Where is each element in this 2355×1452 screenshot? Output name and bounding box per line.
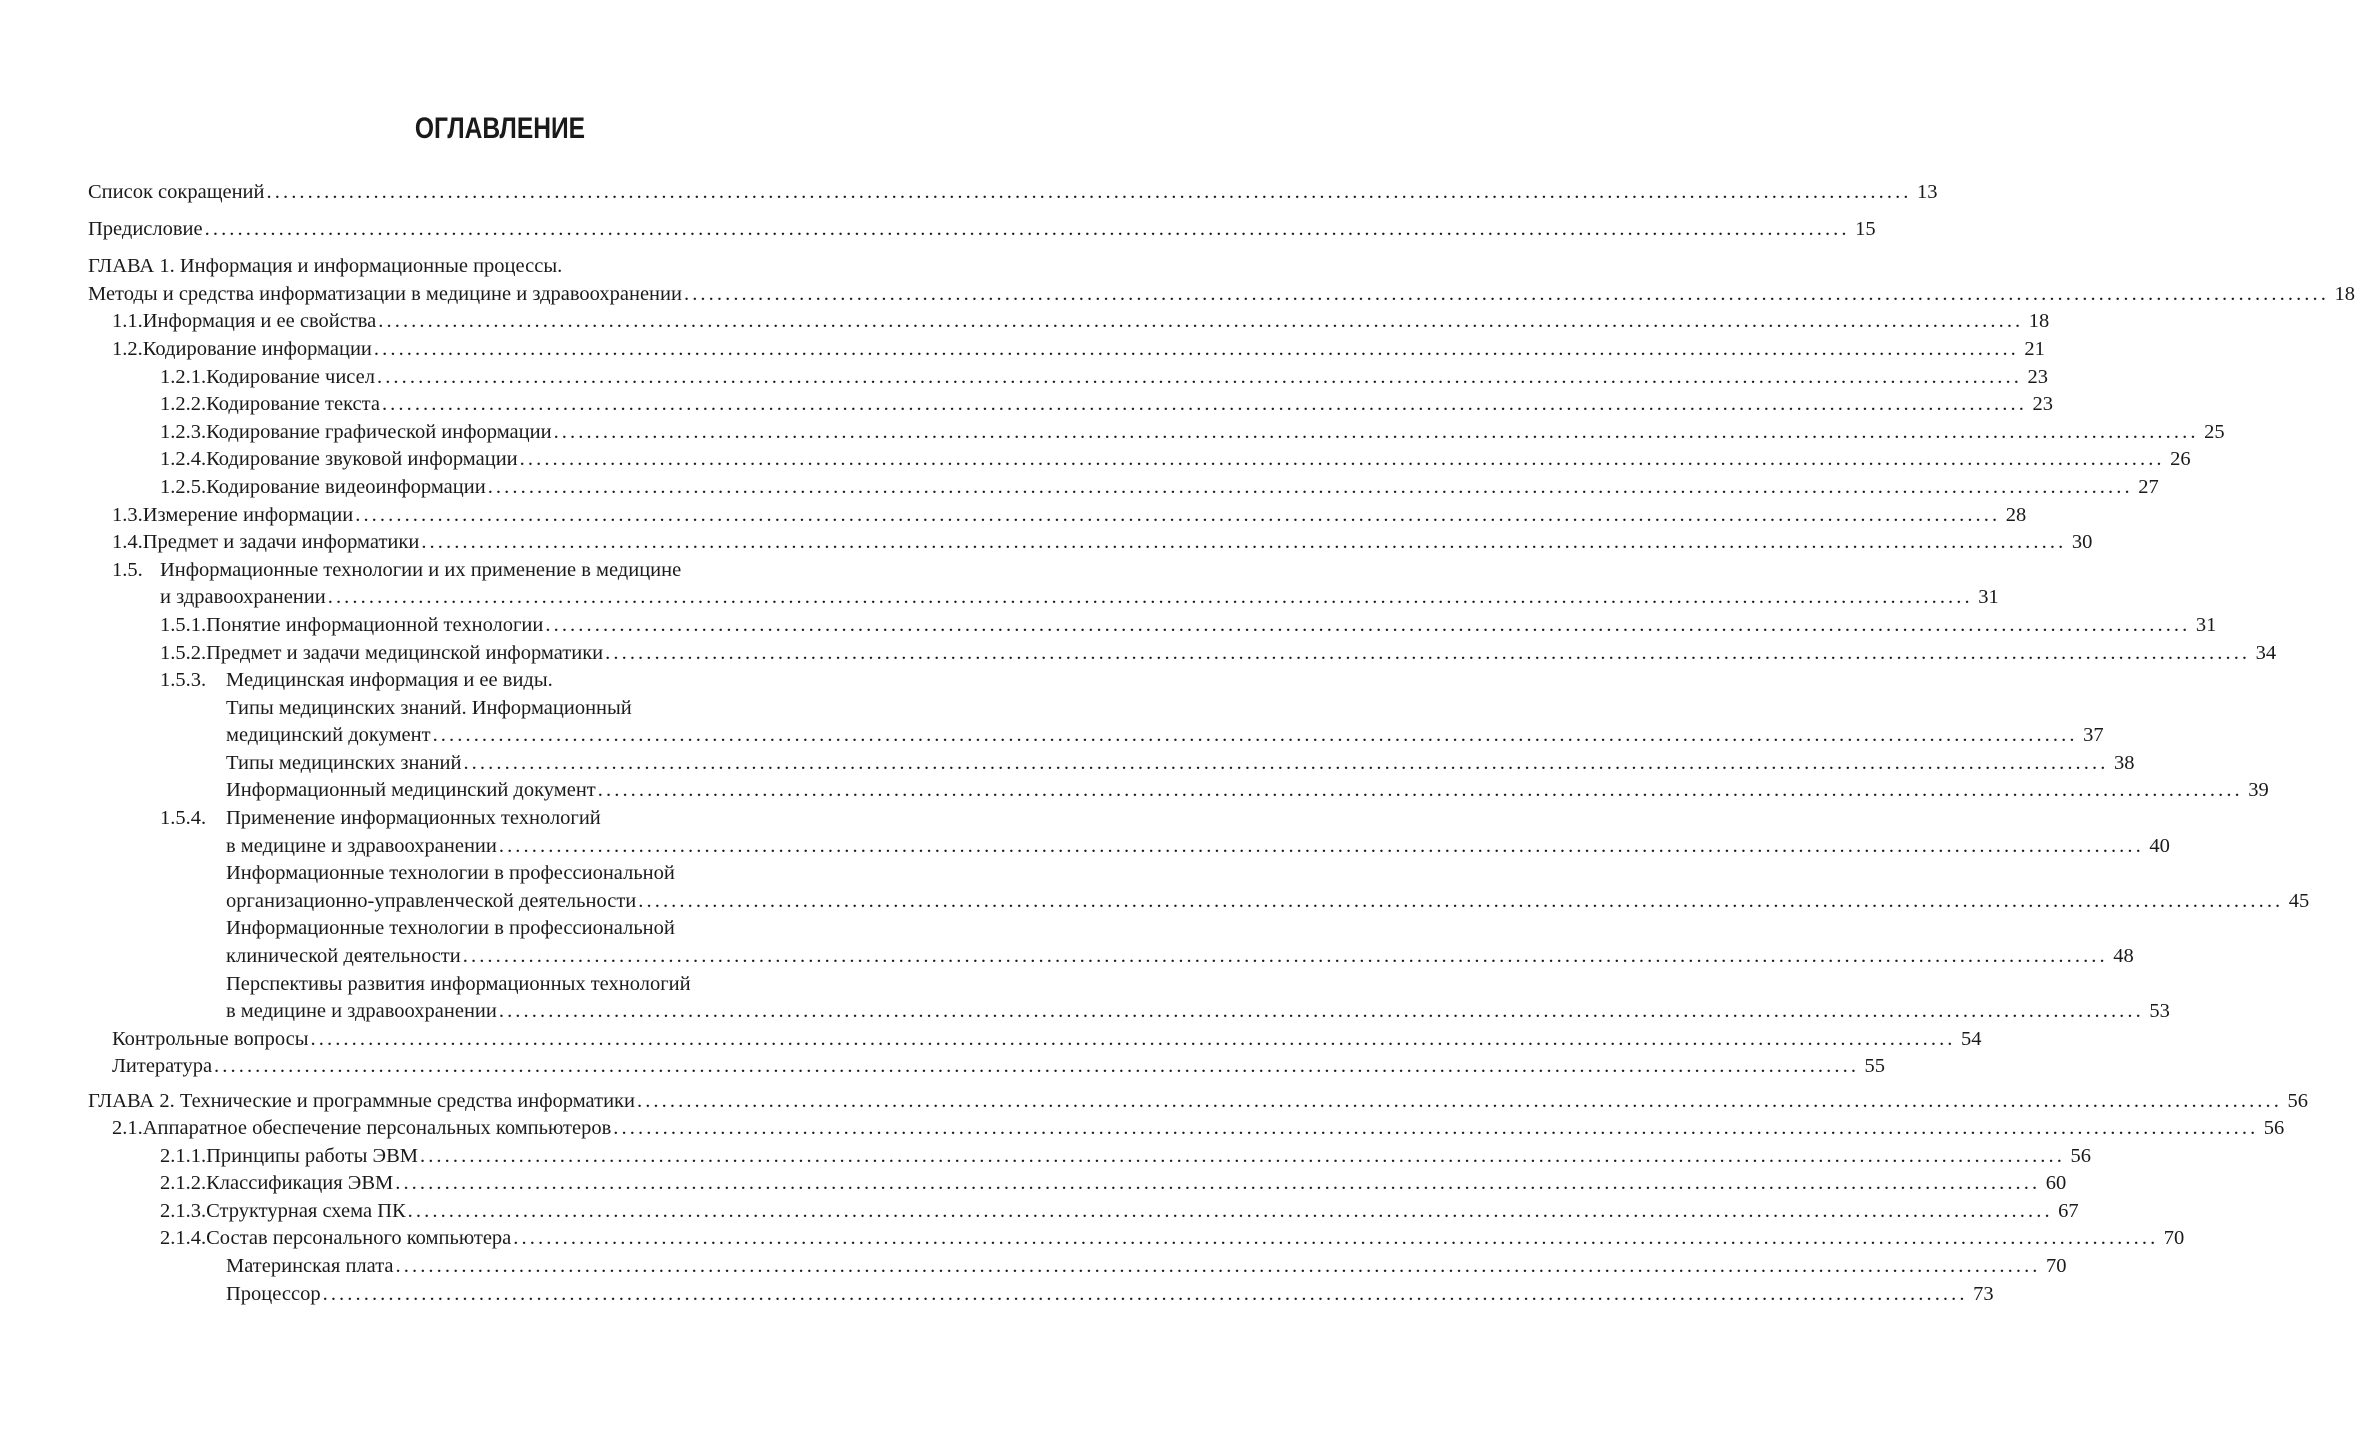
toc-entry	[88, 559, 902, 587]
dot-leader: ........................................................................................................................................................................................................	[395, 1255, 2041, 1278]
toc-entry	[88, 393, 2053, 421]
toc-entry	[88, 365, 2048, 394]
toc-entry-page: 67	[2058, 1199, 2079, 1222]
toc-entry-number: 2.1.1.	[160, 1144, 207, 1167]
toc-entry-page: 18	[2028, 310, 2050, 333]
toc-entry-title: Кодирование чисел	[206, 365, 375, 388]
toc-entry-title: Классификация ЭВМ	[206, 1172, 394, 1195]
toc-entry-page: 23	[2027, 365, 2048, 388]
toc-entry	[88, 862, 902, 890]
toc-entry-title: Перспективы развития информационных технологий	[226, 972, 691, 995]
dot-leader: ........................................................................................................................................................................................................	[432, 724, 2078, 747]
page-title: ОГЛАВЛЕНИЕ	[414, 112, 586, 145]
toc-entry	[88, 475, 2159, 504]
toc-entry-title: ГЛАВА 2. Технические и программные средства информатики	[88, 1089, 635, 1112]
toc-entry-page: 38	[2113, 751, 2135, 774]
dot-leader: ........................................................................................................................................................................................................	[381, 393, 2027, 416]
toc-entry-page: 31	[1978, 586, 1999, 609]
toc-entry-page: 56	[2070, 1144, 2091, 1167]
toc-entry-title: Аппаратное обеспечение персональных компьютеров	[142, 1117, 612, 1140]
toc-entry-title: ГЛАВА 1. Информация и информационные процессы.	[88, 255, 563, 278]
toc-entry-title: Контрольные вопросы	[112, 1027, 309, 1050]
toc-entry-number: 1.4.	[112, 531, 143, 554]
toc-entry	[88, 917, 902, 945]
toc-entry-title: медицинский документ	[226, 724, 431, 747]
toc-entry	[88, 1055, 1886, 1083]
toc-entry	[88, 751, 2135, 780]
toc-entry	[88, 697, 902, 725]
dot-leader: ........................................................................................................................................................................................................	[204, 218, 1850, 241]
toc-entry	[88, 834, 2170, 863]
toc-entry	[88, 282, 2355, 311]
toc-entry	[88, 1000, 2170, 1028]
dot-leader: ........................................................................................................................................................................................................	[214, 1055, 1860, 1078]
toc-entry-title: клинической деятельности	[226, 945, 461, 968]
toc-entry	[88, 337, 2045, 366]
toc-entry-number: 1.1.	[112, 310, 143, 333]
toc-entry-page: 54	[1961, 1027, 1982, 1050]
toc-entry-title: Типы медицинских знаний. Информационный	[226, 696, 632, 719]
toc-entry	[88, 310, 2050, 338]
toc-entry-page: 48	[2113, 945, 2134, 968]
toc-entry-page: 45	[2288, 889, 2310, 912]
dot-leader: ........................................................................................................................................................................................................	[513, 1227, 2159, 1250]
toc-entry	[88, 181, 1938, 209]
toc-entry-page: 73	[1973, 1282, 1994, 1305]
dot-leader: ........................................................................................................................................................................................................	[463, 751, 2109, 774]
toc-entry	[88, 1027, 1982, 1056]
toc-entry-title: Информационные технологии в профессиональной	[226, 862, 675, 885]
dot-leader: ........................................................................................................................................................................................................	[310, 1027, 1956, 1050]
table-of-contents	[88, 181, 2355, 1310]
toc-entry-number: 1.3.	[112, 503, 143, 526]
toc-entry-page: 70	[2046, 1255, 2067, 1278]
dot-leader: ........................................................................................................................................................................................................	[407, 1199, 2053, 1222]
toc-entry	[88, 779, 2269, 807]
toc-entry-title: Информационные технологии и их применение в медицине	[160, 558, 682, 581]
dot-leader: ........................................................................................................................................................................................................	[605, 641, 2251, 664]
toc-entry-number: 1.2.	[112, 337, 143, 360]
toc-entry-number: 1.5.4.	[160, 807, 207, 830]
toc-entry-title: Информация и ее свойства	[142, 310, 377, 333]
toc-entry-title: организационно-управленческой деятельности	[226, 889, 637, 912]
toc-entry-number: 1.2.2.	[160, 393, 207, 416]
toc-entry-title: Принципы работы ЭВМ	[206, 1144, 418, 1167]
toc-entry	[88, 503, 2027, 532]
toc-entry-page: 15	[1855, 218, 1876, 241]
toc-entry-page: 70	[2163, 1227, 2185, 1250]
toc-entry-page: 39	[2248, 779, 2269, 802]
toc-entry-title: в медицине и здравоохранении	[226, 1000, 497, 1023]
toc-entry-title: Информационные технологии в профессиональной	[226, 917, 675, 940]
toc-entry-title: Материнская плата	[226, 1255, 394, 1278]
toc-entry-title: Информационный медицинский документ	[226, 779, 596, 802]
toc-entry	[88, 973, 902, 1001]
dot-leader: ........................................................................................................................................................................................................	[373, 337, 2019, 360]
toc-entry	[88, 448, 2191, 476]
toc-entry-title: Измерение информации	[142, 503, 354, 526]
toc-entry-title: Структурная схема ПК	[206, 1199, 406, 1222]
dot-leader: ........................................................................................................................................................................................................	[419, 1144, 2065, 1167]
toc-entry-title: Медицинская информация и ее виды.	[226, 669, 553, 692]
dot-leader: ........................................................................................................................................................................................................	[498, 834, 2144, 857]
toc-entry-title: Предмет и задачи информатики	[142, 531, 420, 554]
dot-leader: ........................................................................................................................................................................................................	[638, 889, 2284, 912]
dot-leader: ........................................................................................................................................................................................................	[395, 1172, 2041, 1195]
toc-entry-title: Кодирование графической информации	[206, 420, 552, 443]
toc-entry	[88, 1144, 2091, 1173]
toc-entry-page: 30	[2071, 531, 2093, 554]
dot-leader: ........................................................................................................................................................................................................	[487, 475, 2133, 498]
toc-entry	[88, 1282, 1994, 1311]
dot-leader: ........................................................................................................................................................................................................	[519, 448, 2165, 471]
toc-entry-title: Кодирование текста	[206, 393, 380, 416]
toc-entry-number: 1.2.4.	[160, 448, 207, 471]
dot-leader: ........................................................................................................................................................................................................	[421, 531, 2067, 554]
toc-entry-title: Состав персонального компьютера	[206, 1227, 512, 1250]
toc-entry-number: 1.2.3.	[160, 420, 207, 443]
dot-leader: ........................................................................................................................................................................................................	[553, 420, 2199, 443]
dot-leader: ........................................................................................................................................................................................................	[355, 503, 2001, 526]
toc-entry	[88, 586, 1999, 614]
dot-leader: ........................................................................................................................................................................................................	[462, 945, 2108, 968]
toc-entry	[88, 255, 902, 283]
toc-entry-page: 13	[1917, 181, 1938, 203]
toc-entry	[88, 641, 2277, 670]
toc-entry-page: 56	[2287, 1089, 2308, 1112]
toc-entry-number: 1.2.1.	[160, 365, 207, 388]
toc-entry-page: 55	[1864, 1055, 1886, 1078]
toc-entry-page: 60	[2045, 1172, 2067, 1195]
toc-entry	[88, 1199, 2079, 1228]
dot-leader: ........................................................................................................................................................................................................	[322, 1282, 1968, 1305]
dot-leader: ........................................................................................................................................................................................................	[498, 1000, 2144, 1023]
toc-entry-number: 1.2.5.	[160, 475, 207, 498]
dot-leader: ........................................................................................................................................................................................................	[378, 310, 2024, 333]
toc-entry-title: Понятие информационной технологии	[206, 613, 544, 636]
toc-entry-page: 23	[2032, 393, 2053, 416]
dot-leader: ........................................................................................................................................................................................................	[636, 1089, 2282, 1112]
toc-entry	[88, 1227, 2185, 1255]
dot-leader: ........................................................................................................................................................................................................	[266, 181, 1912, 203]
toc-entry	[88, 531, 2093, 559]
toc-entry-title: Список сокращений	[88, 181, 265, 203]
dot-leader: ........................................................................................................................................................................................................	[376, 365, 2022, 388]
toc-entry-title: Методы и средства информатизации в медицине и здравоохранении	[88, 282, 682, 305]
toc-entry-title: Кодирование звуковой информации	[206, 448, 518, 471]
toc-entry	[88, 1172, 2067, 1200]
toc-entry-title: и здравоохранении	[160, 586, 326, 609]
toc-entry-page: 34	[2255, 641, 2277, 664]
toc-entry-page: 25	[2204, 420, 2225, 443]
toc-entry-page: 27	[2138, 475, 2159, 498]
toc-entry	[88, 1255, 2067, 1283]
toc-entry-number: 2.1.3.	[160, 1199, 207, 1222]
toc-entry-title: Предмет и задачи медицинской информатики	[206, 641, 604, 664]
toc-entry-title: Предисловие	[88, 218, 203, 241]
toc-entry	[88, 945, 2134, 973]
dot-leader: ........................................................................................................................................................................................................	[597, 779, 2243, 802]
toc-entry	[88, 724, 2104, 752]
toc-entry	[88, 1089, 2308, 1118]
toc-entry-title: Кодирование информации	[142, 337, 372, 360]
toc-entry-number: 1.5.1.	[160, 613, 207, 636]
toc-entry-number: 2.1.4.	[160, 1227, 207, 1250]
toc-entry-title: Кодирование видеоинформации	[206, 475, 486, 498]
toc-entry	[88, 218, 1876, 246]
toc-entry-number: 2.1.	[112, 1117, 143, 1140]
toc-entry-title: Типы медицинских знаний	[226, 751, 462, 774]
toc-entry	[88, 889, 2310, 918]
toc-entry-page: 53	[2149, 1000, 2170, 1023]
toc-entry-page: 37	[2083, 724, 2104, 747]
toc-entry-number: 1.5.3.	[160, 669, 207, 692]
toc-entry-number: 1.5.	[112, 558, 143, 581]
toc-entry-page: 56	[2263, 1117, 2285, 1140]
toc-entry-number: 1.5.2.	[160, 641, 207, 664]
toc-entry	[88, 807, 902, 835]
toc-entry-title: Литература	[112, 1055, 213, 1078]
dot-leader: ........................................................................................................................................................................................................	[683, 282, 2329, 305]
toc-entry-page: 31	[2195, 613, 2217, 636]
toc-entry-title: в медицине и здравоохранении	[226, 834, 497, 857]
toc-entry-title: Применение информационных технологий	[226, 807, 601, 830]
toc-entry-number: 2.1.2.	[160, 1172, 207, 1195]
toc-entry-page: 21	[2024, 337, 2045, 360]
dot-leader: ........................................................................................................................................................................................................	[545, 613, 2191, 636]
toc-entry-page: 26	[2170, 448, 2191, 471]
toc-entry-page: 18	[2334, 282, 2355, 305]
toc-entry	[88, 669, 902, 697]
dot-leader: ........................................................................................................................................................................................................	[327, 586, 1973, 609]
dot-leader: ........................................................................................................................................................................................................	[613, 1117, 2259, 1140]
toc-entry-title: Процессор	[226, 1282, 321, 1305]
toc-entry	[88, 613, 2217, 642]
toc-entry	[88, 1117, 2285, 1145]
toc-entry-page: 28	[2005, 503, 2027, 526]
toc-entry	[88, 420, 2225, 449]
toc-entry-page: 40	[2149, 834, 2170, 857]
